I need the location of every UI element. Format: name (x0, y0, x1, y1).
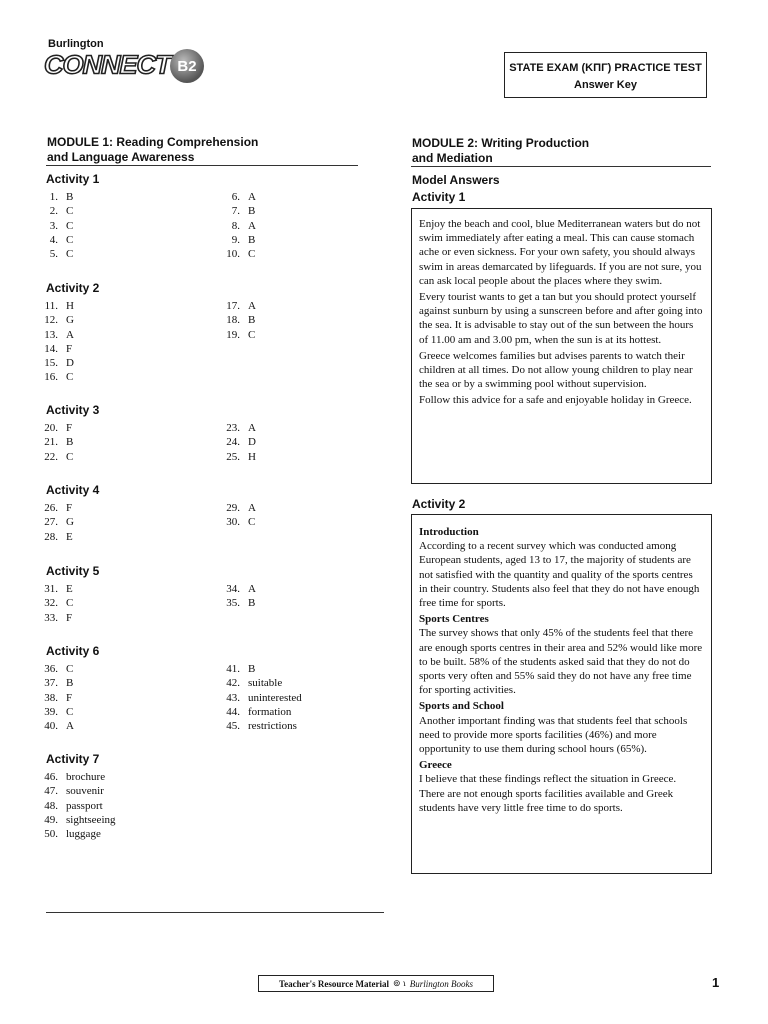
m1-activity-title: Activity 2 (46, 281, 100, 295)
answer-number: 3. (49, 219, 58, 232)
answer-value: A (248, 583, 256, 595)
answer-value: C (66, 597, 74, 610)
answer-column-left (35, 770, 116, 841)
answer-number: 21. (44, 436, 58, 449)
bottom-rule (46, 912, 384, 913)
answer-number: 26. (44, 502, 58, 514)
answer-row (35, 190, 73, 204)
answer-row (217, 190, 256, 204)
answer-number: 5. (49, 248, 58, 261)
answer-row (217, 582, 256, 596)
answer-number: 25. (226, 450, 240, 463)
answer-value: D (66, 357, 74, 370)
answer-value: C (66, 219, 74, 232)
answer-value: C (248, 248, 256, 261)
answer-row (217, 247, 256, 261)
answer-row (35, 813, 116, 827)
answer-number: 29. (226, 502, 240, 514)
answer-value: H (248, 450, 256, 463)
answer-column-left (35, 299, 74, 385)
answer-number: 9. (231, 233, 240, 246)
footer-publisher: Burlington Books (409, 978, 473, 989)
answer-number: 35. (226, 597, 240, 610)
answer-column-left (35, 421, 73, 464)
answer-row (217, 299, 256, 313)
answer-row (35, 450, 73, 464)
answer-number: 11. (44, 300, 58, 312)
answer-number: 41. (226, 663, 240, 675)
answer-row (35, 299, 74, 313)
m2-activity2-box (411, 514, 712, 874)
section-text: I believe that these findings reflect the situation in Greece. There are not enough sports facilities available and Greek students have very little free time to do sports. (419, 773, 677, 814)
answer-column-right (217, 421, 256, 464)
answer-row (35, 691, 74, 705)
answer-row (217, 705, 302, 719)
answer-row (217, 450, 256, 464)
module2-divider (411, 166, 711, 167)
answer-number: 16. (44, 371, 58, 384)
answer-row (217, 328, 256, 342)
answer-number: 46. (44, 771, 58, 783)
page-number: 1 (712, 975, 720, 990)
answer-number: 31. (44, 583, 58, 595)
answer-value: B (248, 205, 256, 218)
answer-number: 34. (226, 583, 240, 595)
answer-value: C (66, 371, 74, 384)
answer-value: formation (248, 705, 292, 718)
answer-value: B (248, 314, 256, 327)
answer-value: G (66, 516, 74, 529)
module1-title-line1: MODULE 1: Reading Comprehension (47, 135, 259, 149)
answer-row (35, 313, 74, 327)
answer-value: C (66, 233, 74, 246)
answer-number: 28. (44, 530, 58, 543)
answer-value: F (66, 342, 73, 355)
m2-activity1-title: Activity 1 (412, 190, 466, 204)
section-text: Another important finding was that students feel that schools need to provide more sports facilities (46%) and more opportunity to use them during school hours (65%). (419, 714, 688, 756)
answer-column-left (35, 501, 74, 544)
answer-row (35, 370, 74, 384)
answer-value: A (66, 720, 74, 733)
answer-row (35, 530, 74, 544)
answer-row (217, 691, 302, 705)
answer-number: 14. (44, 342, 58, 355)
m1-activity-title: Activity 1 (46, 172, 100, 186)
answer-value: C (66, 705, 74, 718)
title-line1: STATE EXAM (ΚΠΓ) PRACTICE TEST (509, 62, 702, 74)
answer-number: 24. (226, 436, 240, 449)
answer-number: 50. (44, 828, 58, 841)
answer-value: C (248, 516, 256, 529)
answer-row (35, 582, 73, 596)
answer-value: B (248, 663, 256, 675)
answer-value: F (66, 691, 73, 704)
answer-row (217, 676, 302, 690)
m1-activity-title: Activity 7 (46, 752, 100, 766)
answer-row (35, 328, 74, 342)
answer-row (35, 611, 73, 625)
answer-value: F (66, 611, 73, 624)
copyright-icon: ⊚ ɿ (392, 978, 406, 988)
answer-row (35, 247, 73, 261)
answer-column-right (217, 582, 256, 611)
answer-row (217, 204, 256, 218)
footer-label: Teacher's Resource Material (278, 978, 389, 989)
answer-row (217, 501, 256, 515)
answer-number: 2. (49, 205, 58, 218)
answer-value: A (66, 328, 74, 341)
answer-value: E (66, 530, 73, 543)
m1-activity-title: Activity 6 (46, 644, 100, 658)
answer-value: B (248, 233, 256, 246)
answer-number: 47. (44, 785, 58, 798)
module1-divider (46, 165, 358, 166)
answer-value: suitable (248, 677, 283, 690)
answer-row (35, 770, 116, 784)
answer-row (217, 515, 256, 529)
answer-number: 44. (226, 705, 240, 718)
section-heading: Sports and School (419, 700, 504, 713)
answer-row (217, 435, 256, 449)
answer-value: passport (66, 799, 103, 812)
module2-title-line2: and Mediation (412, 151, 493, 165)
answer-value: A (248, 219, 256, 232)
answer-number: 17. (226, 300, 240, 312)
answer-number: 27. (44, 516, 58, 529)
answer-number: 20. (44, 422, 58, 434)
answer-value: C (66, 663, 74, 675)
answer-row (35, 705, 74, 719)
answer-value: sightseeing (66, 813, 116, 826)
answer-row (35, 662, 74, 676)
answer-value: uninterested (248, 691, 302, 704)
answer-number: 36. (44, 663, 58, 675)
model-paragraph: Enjoy the beach and cool, blue Mediterranean waters but do not swim immediately after eating a meal. This can cause stomach ache or even sickness. For your own safety, you should always swim in areas demarcated by lifeguards. If you are not sure, you can ask local people about the places where they swim. (419, 218, 702, 287)
answer-value: C (248, 328, 256, 341)
model-paragraph: Follow this advice for a safe and enjoyable holiday in Greece. (419, 394, 692, 407)
answer-row (217, 233, 256, 247)
answer-row (35, 515, 74, 529)
answer-value: D (248, 436, 256, 449)
module1-title (47, 135, 258, 165)
answer-number: 42. (226, 677, 240, 690)
answer-row (35, 799, 116, 813)
answer-row (35, 501, 74, 515)
answer-value: C (66, 450, 74, 463)
answer-value: F (66, 422, 73, 434)
answer-number: 45. (226, 720, 240, 733)
answer-value: luggage (66, 828, 101, 841)
answer-value: souvenir (66, 785, 104, 798)
answer-number: 23. (226, 422, 240, 434)
answer-row (35, 204, 73, 218)
answer-row (217, 662, 302, 676)
answer-number: 30. (226, 516, 240, 529)
answer-row (217, 219, 256, 233)
answer-value: B (66, 191, 74, 203)
answer-value: H (66, 300, 74, 312)
answer-row (35, 676, 74, 690)
section-text: According to a recent survey which was conducted among European students, aged 13 to 17, the majority of students are not satisfied with the quantity and quality of the sports centres in their country. Students also feel that they do not have enough free time for sports. (419, 540, 700, 610)
answer-row (35, 233, 73, 247)
answer-column-left (35, 662, 74, 733)
answer-column-right (217, 299, 256, 342)
title-box (504, 52, 707, 98)
answer-number: 8. (231, 219, 240, 232)
answer-row (35, 596, 73, 610)
answer-value: B (248, 597, 256, 610)
answer-number: 6. (231, 191, 240, 203)
answer-number: 33. (44, 611, 58, 624)
answer-number: 49. (44, 813, 58, 826)
module2-title-line1: MODULE 2: Writing Production (412, 136, 590, 150)
answer-row (217, 421, 256, 435)
m2-activity2-title: Activity 2 (412, 497, 466, 511)
answer-value: B (66, 677, 74, 690)
answer-row (217, 719, 302, 733)
section-heading: Sports Centres (419, 613, 489, 626)
section-heading: Introduction (419, 526, 479, 538)
answer-number: 22. (44, 450, 58, 463)
answer-row (35, 219, 73, 233)
title-line2: Answer Key (574, 79, 637, 91)
answer-value: A (248, 300, 256, 312)
answer-number: 4. (49, 233, 58, 246)
answer-row (35, 356, 74, 370)
answer-column-left (35, 190, 73, 261)
model-answers-heading: Model Answers (412, 173, 500, 187)
answer-row (35, 435, 73, 449)
answer-value: F (66, 502, 73, 514)
answer-number: 7. (231, 205, 240, 218)
answer-number: 48. (44, 799, 58, 812)
answer-value: G (66, 314, 74, 327)
footer-box (258, 975, 494, 992)
answer-column-right (217, 190, 256, 261)
answer-column-right (217, 501, 256, 530)
answer-number: 37. (44, 677, 58, 690)
answer-value: B (66, 436, 74, 449)
answer-row (35, 342, 74, 356)
model-paragraph: Greece welcomes families but advises parents to watch their children at all times. Do not allow young children to play near the sea or by a swimming pool without supervision. (419, 349, 693, 391)
m1-activity-title: Activity 3 (46, 403, 100, 417)
answer-number: 10. (226, 248, 240, 261)
answer-value: C (66, 205, 74, 218)
answer-row (217, 596, 256, 610)
section-heading: Greece (419, 759, 452, 772)
answer-number: 38. (44, 691, 58, 704)
answer-number: 13. (44, 328, 58, 341)
m1-activity-title: Activity 5 (46, 564, 100, 578)
answer-value: C (66, 248, 74, 261)
answer-number: 18. (226, 314, 240, 327)
module2-title (412, 136, 589, 166)
answer-value: A (248, 422, 256, 434)
answer-number: 39. (44, 705, 58, 718)
module1-title-line2: and Language Awareness (47, 150, 195, 164)
answer-value: A (248, 191, 256, 203)
answer-row (35, 784, 116, 798)
m1-activity-title: Activity 4 (46, 483, 100, 497)
brand-logo: CONNECT (44, 50, 171, 80)
section-text: The survey shows that only 45% of the students feel that there are enough sports centres in their area and 52% would like more to be built. 58% of the students asked said that they do not do sports very often and 55% said they do not have any free time for sporting activities. (419, 627, 703, 697)
m2-activity1-box (411, 208, 712, 484)
answer-column-left (35, 582, 73, 625)
brand-small: Burlington (48, 38, 104, 50)
answer-number: 12. (44, 314, 58, 327)
answer-row (35, 719, 74, 733)
answer-value: restrictions (248, 720, 297, 733)
answer-number: 19. (226, 328, 240, 341)
answer-number: 32. (44, 597, 58, 610)
answer-number: 15. (44, 357, 58, 370)
answer-value: E (66, 583, 73, 595)
answer-number: 1. (49, 191, 58, 203)
model-paragraph: Every tourist wants to get a tan but you should protect yourself against sunburn by using a sunscreen before and after going into the sea. It is advisable to stay out of the sun between the hours of 11.00 am and 3.00 pm, when the sun is at its hottest. (419, 291, 703, 346)
answer-number: 43. (226, 691, 240, 704)
answer-value: A (248, 502, 256, 514)
answer-row (35, 827, 116, 841)
answer-value: brochure (66, 771, 106, 783)
level-badge: B2 (170, 49, 204, 83)
answer-row (217, 313, 256, 327)
answer-number: 40. (44, 720, 58, 733)
answer-row (35, 421, 73, 435)
answer-column-right (217, 662, 302, 733)
